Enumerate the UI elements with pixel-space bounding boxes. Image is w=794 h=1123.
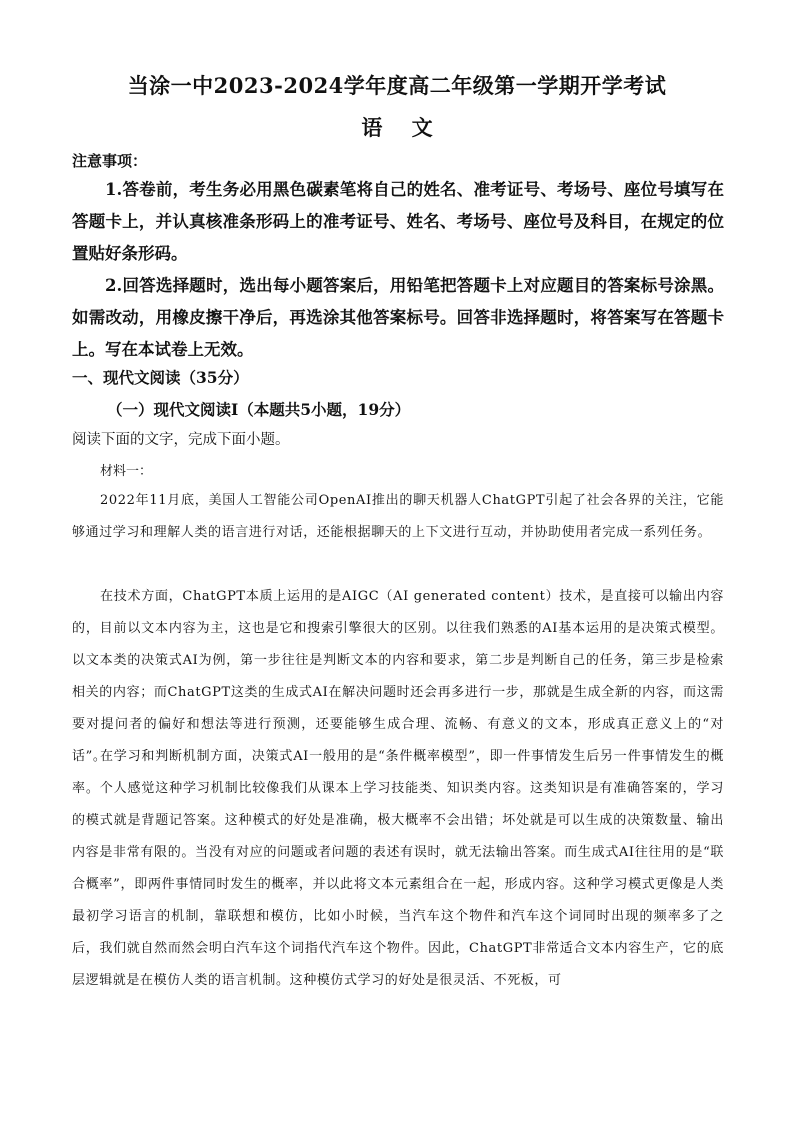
subsection-title: （一）现代文阅读Ⅰ（本题共5小题，19分） bbox=[107, 400, 411, 419]
subject-title: 语 文 bbox=[361, 115, 433, 140]
material-paragraph-1: 2022年11月底，美国人工智能公司OpenAI推出的聊天机器人ChatGPT引起了社会各界的关注，它能够通过学习和理解人类的语言进行对话，还能根据聊天的上下文进行互动，并协助使用者完成一系列任务。 bbox=[72, 493, 724, 540]
section-title: 一、现代文阅读（35分） bbox=[72, 368, 249, 387]
material-label: 材料一： bbox=[100, 464, 153, 479]
reading-instruction: 阅读下面的文字，完成下面小题。 bbox=[72, 432, 290, 448]
notice-item-2: 2.回答选择题时，选出每小题答案后，用铅笔把答题卡上对应题目的答案标号涂黑。如需改动，用橡皮擦干净后，再选涂其他答案标号。回答非选择题时，将答案写在答题卡上。写在本试卷上无效。 bbox=[72, 276, 724, 359]
notice-heading: 注意事项： bbox=[72, 152, 148, 170]
notice-item-1: 1.答卷前，考生务必用黑色碳素笔将自己的姓名、准考证号、考场号、座位号填写在答题卡上，并认真核准条形码上的准考证号、姓名、考场号、座位号及科目，在规定的位置贴好条形码。 bbox=[72, 180, 724, 263]
material-paragraph-2: 在技术方面，ChatGPT本质上运用的是AIGC（AI generated content）技术，是直接可以输出内容的，目前以文本内容为主，这也是它和搜索引擎很大的区别。以往我们熟悉的AI基本运用的是决策式模型。以文本类的决策式AI为例，第一步往往是判断文本的内容和要求，第二步是判断自己的任务，第三步是检索相关的内容；而ChatGPT这类的生成式AI在解决问题时还会再多进行一步，那就是生成全新的内容，而这需要对提问者的偏好和想法等进行预测，还要能够生成合理、流畅、有意义的文本，形成真正意义上的“对话”。 bbox=[72, 589, 724, 764]
exam-title: 当涂一中2023-2024学年度高二年级第一学期开学考试 bbox=[127, 73, 667, 98]
material-paragraph-3: 在学习和判断机制方面，决策式AI一般用的是“条件概率模型”，即一件事情发生后另一件事情发生的概率。个人感觉这种学习机制比较像我们从课本上学习技能类、知识类内容。这类知识是有准确答案的，学习的模式就是背题记答案。这种模式的好处是准确，极大概率不会出错；坏处就是可以生成的决策数量、输出内容是非常有限的。当没有对应的问题或者问题的表述有误时，就无法输出答案。而生成式AI往往用的是“联合概率”，即两件事情同时发生的概率，并以此将文本元素组合在一起，形成内容。这种学习模式更像是人类最初学习语言的机制，靠联想和模仿，比如小时候，当汽车这个物件和汽车这个词同时出现的频率多了之后，我们就自然而然会明白汽车这个词指代汽车这个物件。因此，ChatGPT非常适合文本内容生产，它的底层逻辑就是在模仿人类的语言机制。这种模仿式学习的好处是很灵活、不死板，可 bbox=[72, 749, 724, 988]
